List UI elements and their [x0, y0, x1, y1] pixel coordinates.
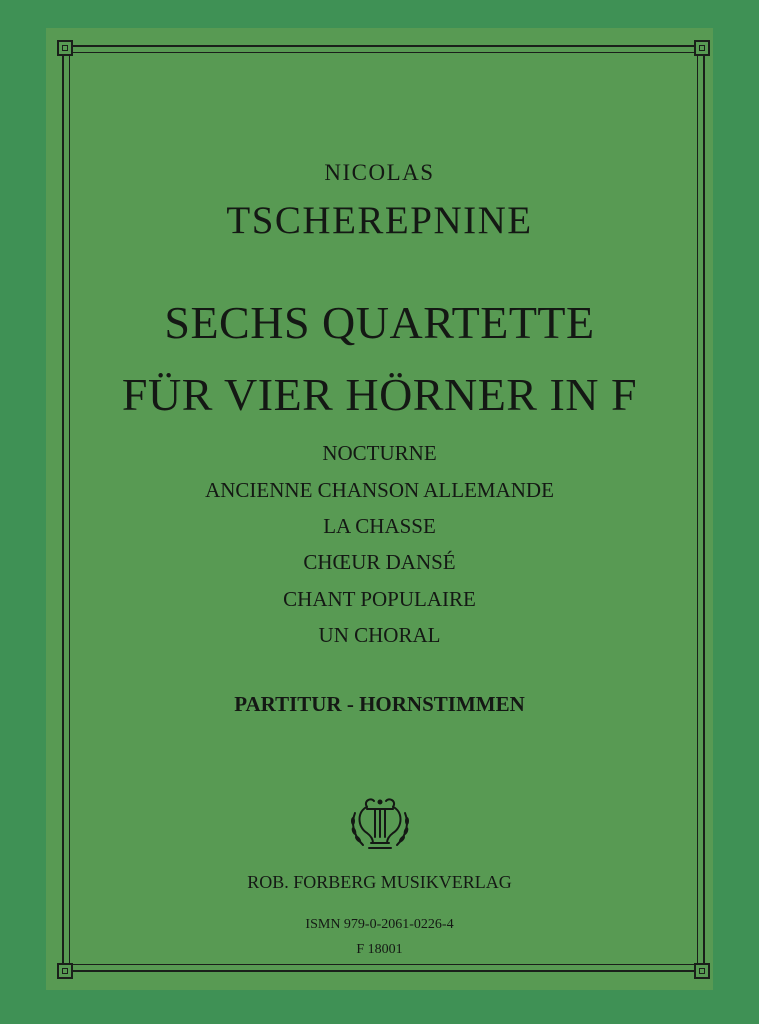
- publisher-name: ROB. FORBERG MUSIKVERLAG: [247, 872, 512, 892]
- movement-title: CHANT POPULAIRE: [283, 587, 476, 611]
- composer-first-name: NICOLAS: [324, 160, 435, 185]
- work-title-line-2: FÜR VIER HÖRNER IN F: [121, 369, 638, 420]
- movement-title: CHŒUR DANSÉ: [303, 550, 456, 574]
- corner-ornament-top-left: [57, 40, 73, 56]
- corner-ornament-bottom-left: [57, 963, 73, 979]
- movement-title: UN CHORAL: [318, 623, 441, 647]
- edition-type: PARTITUR - HORNSTIMMEN: [234, 692, 525, 716]
- ismn-number: ISMN 979-0-2061-0226-4: [305, 917, 454, 932]
- corner-ornament-top-right: [694, 40, 710, 56]
- movement-title: LA CHASSE: [323, 514, 436, 538]
- corner-ornament-bottom-right: [694, 963, 710, 979]
- lyre-icon: [347, 793, 413, 855]
- composer-last-name: TSCHEREPNINE: [226, 199, 533, 242]
- movement-title: NOCTURNE: [322, 441, 437, 465]
- movement-title: ANCIENNE CHANSON ALLEMANDE: [205, 478, 554, 502]
- work-title-line-1: SECHS QUARTETTE: [164, 297, 595, 348]
- catalog-number: F 18001: [356, 942, 403, 957]
